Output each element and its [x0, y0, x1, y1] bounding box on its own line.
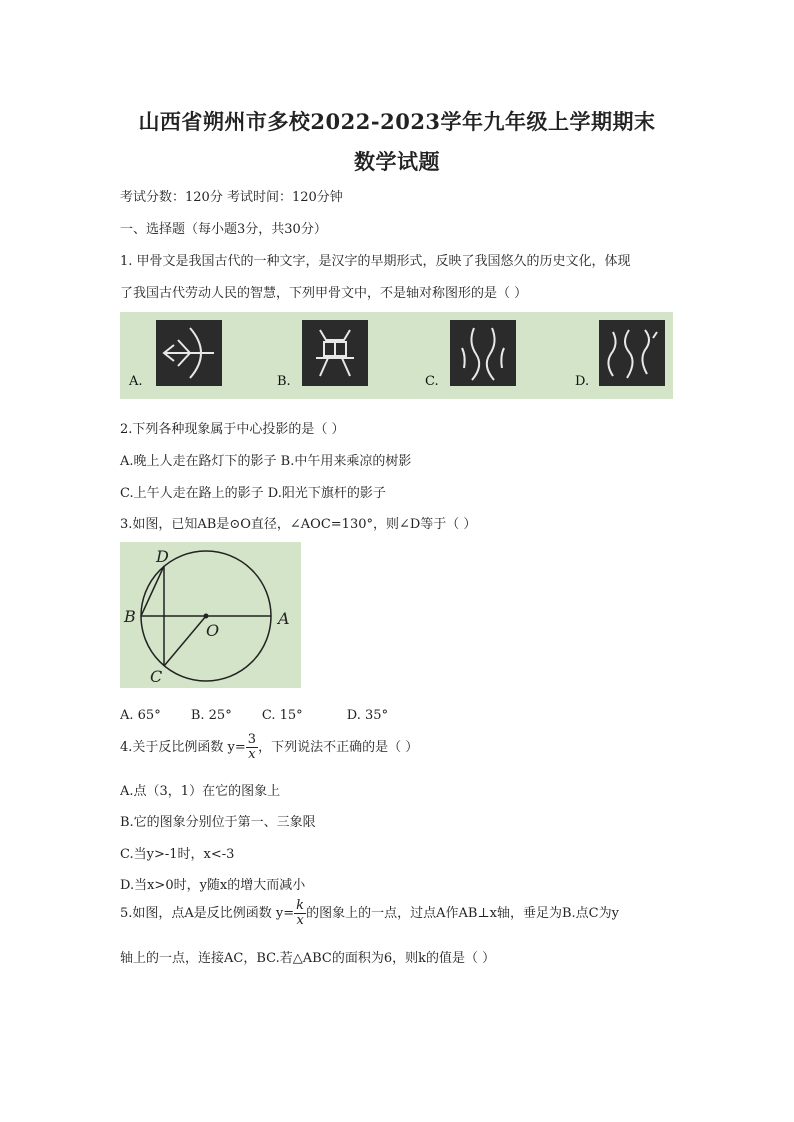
question-4-stem-post: ，下列说法不正确的是（ ）: [258, 740, 419, 755]
question-3-stem: 3.如图，已知AB是⊙O直径，∠AOC=130°，则∠D等于（ ）: [120, 517, 477, 532]
title-line-1: 山西省朔州市多校2022-2023学年九年级上学期期末: [138, 109, 656, 134]
question-3-option-d: D. 35°: [346, 708, 389, 723]
label-o: O: [206, 621, 220, 640]
fraction-numerator: 3: [247, 732, 257, 747]
question-2-stem: 2.下列各种现象属于中心投影的是（ ）: [120, 422, 345, 437]
question-4-option-a: A.点（3，1）在它的图象上: [120, 784, 281, 799]
question-4-option-b: B.它的图象分别位于第一、三象限: [120, 815, 316, 830]
option-a-label: A.: [129, 374, 143, 389]
option-d-label: D.: [575, 374, 590, 389]
question-5-stem-pre: 5.如图，点A是反比例函数 y=: [120, 906, 295, 921]
question-2-options-cd: C.上午人走在路上的影子 D.阳光下旗杆的影子: [120, 486, 386, 501]
circle-geometry-figure: [120, 542, 301, 688]
label-a: A: [278, 609, 290, 628]
option-c-label: C.: [425, 374, 439, 389]
fraction-denominator: x: [248, 747, 256, 762]
fraction-3-over-x: [246, 733, 258, 762]
question-5-line-2: 轴上的一点，连接AC，BC.若△ABC的面积为6，则k的值是（ ）: [120, 951, 496, 966]
question-3-option-b: B. 25°: [190, 708, 232, 723]
question-3-option-a: A. 65°: [120, 708, 161, 723]
label-c: C: [150, 667, 163, 686]
question-4-stem: [120, 733, 418, 762]
title-line-2: 数学试题: [354, 149, 440, 174]
question-5-stem-post: 的图象上的一点，过点A作AB⊥x轴，垂足为B.点C为y: [306, 906, 619, 921]
fraction-denominator: x: [296, 913, 304, 928]
question-3-options: [120, 708, 414, 723]
question-5-stem: [120, 899, 619, 928]
question-4-option-c: C.当y>-1时，x<-3: [120, 847, 235, 862]
oracle-glyph-a: [156, 320, 222, 386]
oracle-bone-figures: [120, 312, 673, 399]
question-1-line-2: 了我国古代劳动人民的智慧，下列甲骨文中，不是轴对称图形的是（ ）: [120, 286, 528, 301]
oracle-glyph-c: [450, 320, 516, 386]
label-b: B: [124, 607, 136, 626]
oracle-glyph-b: [302, 320, 368, 386]
option-b-label: B.: [277, 374, 291, 389]
oracle-glyph-d: [599, 320, 665, 386]
fraction-k-over-x: [294, 899, 306, 928]
exam-info: 考试分数：120分 考试时间：120分钟: [120, 190, 343, 205]
section-heading: 一、选择题（每小题3分，共30分）: [120, 222, 327, 237]
question-2-options-ab: A.晚上人走在路灯下的影子 B.中午用来乘凉的树影: [120, 454, 412, 469]
question-3-option-c: C. 15°: [261, 708, 303, 723]
label-d: D: [156, 547, 169, 566]
fraction-numerator: k: [296, 898, 305, 913]
question-4-stem-pre: 4.关于反比例函数 y=: [120, 740, 246, 755]
question-1-line-1: 1. 甲骨文是我国古代的一种文字，是汉字的早期形式，反映了我国悠久的历史文化，体现: [120, 254, 631, 269]
question-4-option-d: D.当x>0时，y随x的增大而减小: [120, 878, 306, 893]
